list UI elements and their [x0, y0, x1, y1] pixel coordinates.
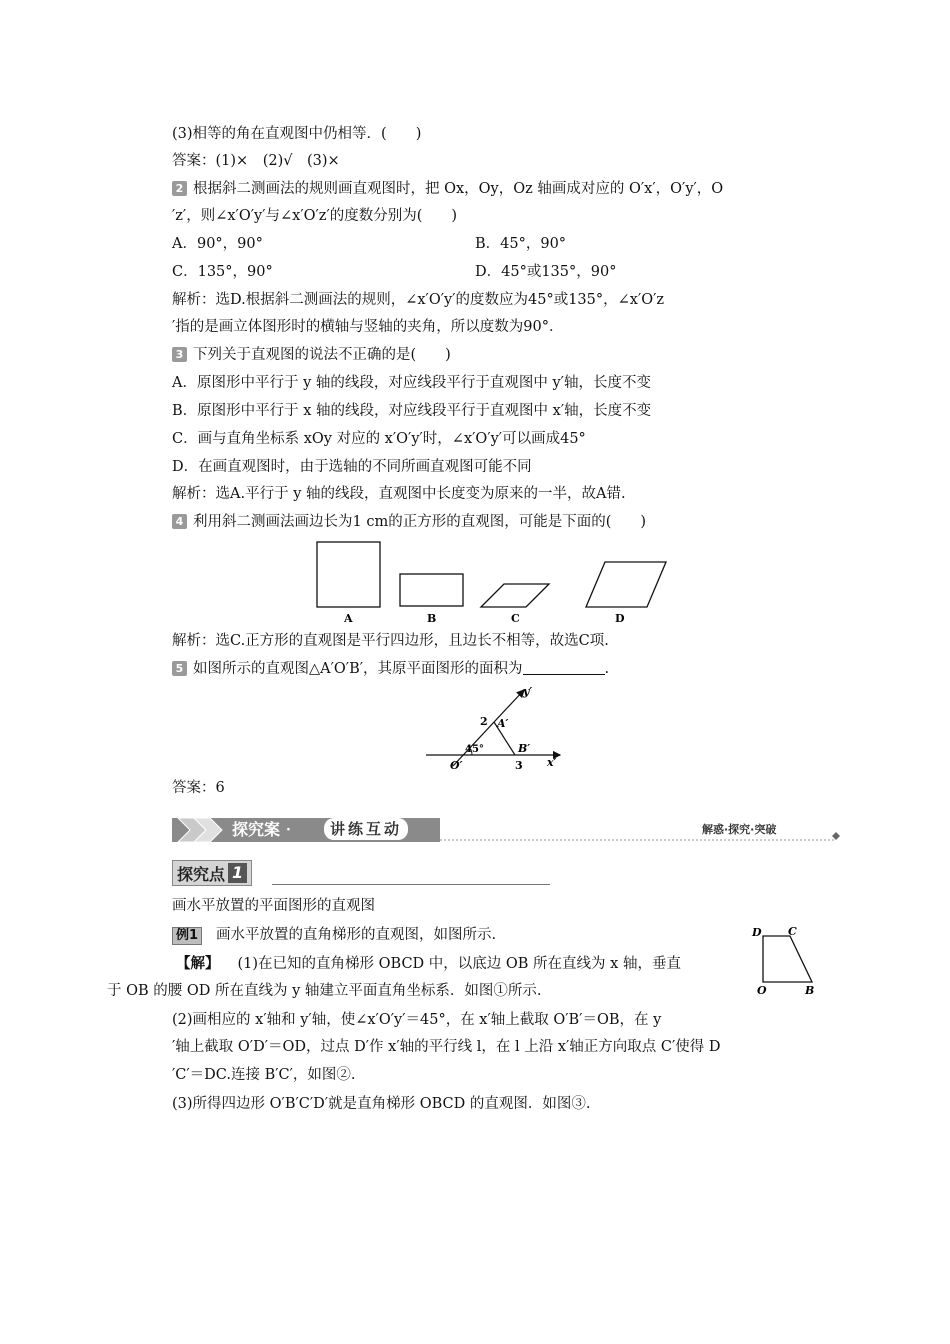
banner-right-text: 解惑·探究·突破 [702, 823, 777, 836]
q3-option-b: B．原图形中平行于 x 轴的线段，对应线段平行于直观图中 x′轴，长度不变 [172, 403, 652, 419]
label-b-prime: B′ [518, 742, 531, 755]
q3-analysis: 解析：选A.平行于 y 轴的线段，直观图中长度变为原来的一半，故A错. [172, 486, 626, 502]
section-label-box [172, 860, 252, 886]
label-a-prime: A′ [497, 717, 509, 730]
figure-label-a: A [344, 612, 353, 625]
q5-answer: 答案：6 [172, 780, 225, 796]
q5-number-badge: 5 [172, 661, 187, 676]
q3-stem-text: 下列关于直观图的说法不正确的是( ) [193, 347, 451, 363]
q4-stem-text: 利用斜二测画法画边长为1 cm的正方形的直观图，可能是下面的( ) [193, 514, 647, 530]
figure-label-d: D [615, 612, 625, 625]
trapezoid-figure [750, 922, 822, 998]
section-banner [172, 816, 840, 844]
q3-stem [172, 345, 451, 365]
banner-dot: · [286, 822, 291, 838]
section-index: 1 [228, 863, 247, 883]
answer-blank [523, 660, 605, 675]
q4-stem [172, 512, 646, 532]
parallelogram-shape-d [586, 562, 666, 607]
q2-stem-text: 根据斜二测画法的规则画直观图时，把 Ox，Oy，Oz 轴画成对应的 O′x′，O′y′，O [193, 181, 724, 197]
q4-options-figure [300, 535, 680, 627]
rectangle-shape-b [400, 574, 463, 606]
section-subtitle: 画水平放置的平面图形的直观图 [172, 898, 375, 914]
solution-step3: (3)所得四边形 O′B′C′D′就是直角梯形 OBCD 的直观图．如图③. [172, 1096, 591, 1112]
label-y-prime: y′ [523, 685, 533, 698]
diamond-icon [832, 832, 840, 840]
q3-number-badge: 3 [172, 347, 187, 362]
label-c: C [788, 925, 797, 938]
q1-answer: 答案：(1)× (2)√ (3)× [172, 153, 340, 169]
q4-analysis: 解析：选C.正方形的直观图是平行四边形，且边长不相等，故选C项. [172, 633, 609, 649]
q2-analysis-line1: 解析：选D.根据斜二测画法的规则，∠x′O′y′的度数应为45°或135°，∠x′O′z [172, 292, 665, 308]
example-stem: 画水平放置的直角梯形的直观图，如图所示. [216, 927, 497, 943]
q5-figure [420, 682, 570, 774]
q3-option-d: D．在画直观图时，由于选轴的不同所画直观图可能不同 [172, 459, 532, 475]
q4-number-badge: 4 [172, 514, 187, 529]
q2-analysis-line2: ′指的是画立体图形时的横轴与竖轴的夹角，所以度数为90°． [172, 319, 564, 335]
solution-step2-line3: ′C′＝DC.连接 B′C′，如图②. [172, 1067, 356, 1083]
q2-stem-line2: ′z′，则∠x′O′y′与∠x′O′z′的度数分别为( ) [172, 208, 458, 224]
parallelogram-shape-c [481, 584, 549, 607]
solution-step1-line1 [176, 954, 681, 974]
section-header [172, 860, 550, 886]
q2-number-badge: 2 [172, 181, 187, 196]
solution-step2-line2: ′轴上截取 O′D′＝OD，过点 D′作 x′轴的平行线 l，在 l 上沿 x′轴正方向取点 C′使得 D [172, 1039, 721, 1055]
q2-option-a: A．90°，90° [172, 236, 263, 252]
banner-title-b: 讲练互动 [324, 818, 408, 840]
step1-text: (1)在已知的直角梯形 OBCD 中，以底边 OB 所在直线为 x 轴，垂直 [237, 956, 681, 972]
q1-item3: (3)相等的角在直观图中仍相等．( ) [172, 126, 422, 142]
solution-step2-line1: (2)画相应的 x′轴和 y′轴，使∠x′O′y′＝45°，在 x′轴上截取 O′B′＝OB，在 y [172, 1012, 662, 1028]
label-angle-45: 45° [465, 744, 484, 755]
square-shape-a [317, 542, 380, 607]
label-o: O [757, 984, 767, 997]
q5-stem [172, 659, 609, 679]
q2-option-d: D．45°或135°，90° [475, 264, 617, 280]
label-x-prime: x′ [547, 756, 557, 769]
example-stem-line [172, 925, 496, 945]
right-trapezoid-shape [763, 936, 812, 982]
section-underline [272, 884, 550, 885]
q5-stem-text: 如图所示的直观图△A′O′B′，其原平面图形的面积为 [193, 661, 523, 677]
label-length-2: 2 [480, 715, 488, 728]
banner-title-a: 探究案 [232, 820, 281, 839]
section-label: 探究点 [177, 864, 226, 884]
label-o-prime: O′ [450, 759, 463, 772]
figure-label-c: C [511, 612, 520, 625]
figure-label-b: B [427, 612, 437, 625]
q2-option-c: C．135°，90° [172, 264, 273, 280]
q2-option-b: B．45°，90° [475, 236, 567, 252]
label-d: D [752, 926, 762, 939]
q2-stem-line1 [172, 179, 723, 199]
q3-option-c: C．画与直角坐标系 xOy 对应的 x′O′y′时，∠x′O′y′可以画成45° [172, 431, 586, 447]
q5-stem-end: . [604, 661, 610, 677]
label-b: B [805, 984, 815, 997]
q3-option-a: A．原图形中平行于 y 轴的线段，对应线段平行于直观图中 y′轴，长度不变 [172, 375, 651, 391]
solution-head: 【解】 [176, 956, 220, 972]
example-label: 例1 [172, 927, 202, 945]
label-length-3: 3 [515, 759, 523, 772]
solution-step1-line2: 于 OB 的腰 OD 所在直线为 y 轴建立平面直角坐标系．如图①所示. [107, 983, 542, 999]
